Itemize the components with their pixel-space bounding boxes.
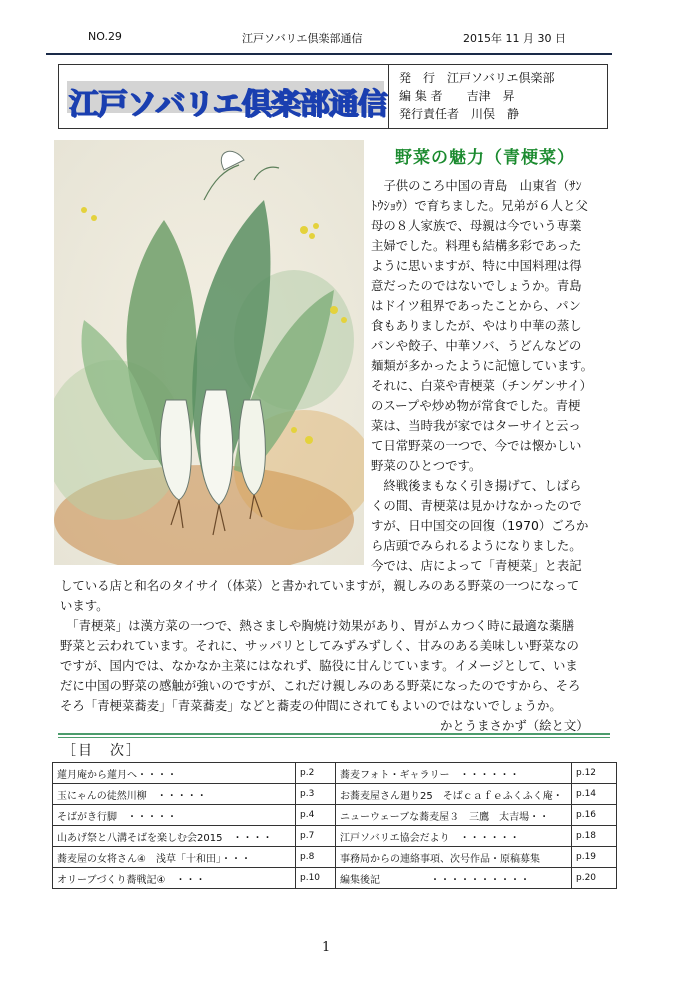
article-line: はドイツ租界であったことから、パン: [371, 298, 581, 313]
toc-row: [53, 805, 617, 826]
article-line: 野菜と云われています。それに、サッパリとしてみずみずしく、甘みのある美味しい野菜なの: [60, 638, 579, 653]
toc-entry[interactable]: 山あげ祭と八溝そばを楽しむ会2015 ・・・・: [53, 826, 296, 847]
article-line: います。: [60, 598, 109, 613]
article-line: 菜は、当時我が家ではターサイと云っ: [371, 418, 581, 433]
toc-entry[interactable]: そばがき行脚 ・・・・・: [53, 805, 296, 826]
toc-entry[interactable]: 蓮月庵から蓮月へ・・・・: [53, 763, 296, 784]
toc-row: [53, 847, 617, 868]
article-line: 今では、店によって「青梗菜」と表記: [371, 558, 582, 573]
article-line: それに、白菜や青梗菜（チンゲンサイ）: [371, 378, 593, 393]
toc-entry[interactable]: オリーブづくり蕎戦記④ ・・・: [53, 868, 296, 889]
article-title: 野菜の魅力（青梗菜）: [395, 148, 575, 168]
toc-rule: [58, 733, 610, 735]
article-line: 食もありましたが、やはり中華の蒸し: [371, 318, 582, 333]
article-line: だに中国の野菜の感触が強いのですが、これだけ親しみのある野菜になったのですから、そろ: [60, 678, 581, 693]
toc-row: [53, 784, 617, 805]
publisher-line: 発 行 江戸ソバリエ倶楽部: [399, 71, 555, 85]
article-line: 主婦でした。料理も結構多彩であった: [371, 238, 582, 253]
toc-page: p.16: [572, 805, 617, 826]
toc-page: p.2: [296, 763, 336, 784]
article-line: ですが、国内では、なかなか主菜にはなれず、脇役に甘んじています。イメージとして、いま: [60, 658, 578, 673]
toc-entry[interactable]: 蕎麦屋の女将さん④ 浅草「十和田」・・・: [53, 847, 296, 868]
article-line: て日常野菜の一つで、今では懐かしい: [371, 438, 582, 453]
article-line: のスープや炒め物が常食でした。青梗: [371, 398, 581, 413]
issue-number: NO.29: [88, 30, 122, 43]
article-line: 野菜のひとつです。: [371, 458, 482, 473]
masthead: [58, 64, 608, 129]
page-number: 1: [322, 940, 331, 955]
article-line: ように思いますが、特に中国料理は得: [371, 258, 582, 273]
toc-page: p.19: [572, 847, 617, 868]
article-line: 母の８人家族で、母親は今でいう専業: [371, 218, 582, 233]
responsible-line: 発行責任者 川俣 静: [399, 107, 520, 121]
article-line: そろ「青梗菜蕎麦」「青菜蕎麦」などと蕎麦の仲間にされてもよいのではないでしょうか。: [60, 698, 562, 713]
article-line: している店と和名のタイサイ（体菜）と書かれていますが，親しみのある野菜の一つになって: [60, 578, 580, 593]
newsletter-name: 江戸ソバリエ倶楽部通信: [242, 32, 363, 45]
toc-page: p.20: [572, 868, 617, 889]
article-line: 麺類が多かったように記憶しています。: [371, 358, 594, 373]
toc-entry[interactable]: 編集後記 ・・・・・・・・・・: [336, 868, 572, 889]
toc-page: p.18: [572, 826, 617, 847]
article-line: 「青梗菜」は漢方菜の一つで、熱さましや胸焼け効果があり、胃がムカつく時に最適な薬膳: [60, 618, 574, 633]
article-line: 終戦後まもなく引き揚げて、しばら: [371, 478, 582, 493]
toc-entry[interactable]: 江戸ソバリエ協会だより ・・・・・・: [336, 826, 572, 847]
issue-date: 2015年 11 月 30 日: [463, 32, 566, 45]
logo-box: [59, 65, 389, 128]
header-rule: [46, 53, 612, 55]
toc-page: p.4: [296, 805, 336, 826]
toc-title: ［目 次］: [62, 743, 142, 759]
toc-table: [52, 762, 617, 889]
article-line: くの間、青梗菜は見かけなかったので: [371, 498, 582, 513]
editor-line: 編 集 者 吉津 昇: [399, 89, 515, 103]
toc-entry[interactable]: お蕎麦屋さん廻り25 そばｃａｆｅふくふく庵・: [336, 784, 572, 805]
toc-page: p.3: [296, 784, 336, 805]
toc-page: p.10: [296, 868, 336, 889]
article-line: すが、日中国交の回復（1970）ごろか: [371, 518, 589, 533]
article-line: ﾄｳｼｮｳ）で育ちました。兄弟が６人と父: [371, 198, 588, 213]
article-line: パンや餃子、中華ソバ、うどんなどの: [371, 338, 582, 353]
toc-entry[interactable]: ニューウェーブな蕎麦屋３ 三鷹 太吉場・・: [336, 805, 572, 826]
toc-page: p.7: [296, 826, 336, 847]
toc-entry[interactable]: 事務局からの連絡事項、次号作品・原稿募集: [336, 847, 572, 868]
toc-entry[interactable]: 蕎麦フォト・ギャラリー ・・・・・・: [336, 763, 572, 784]
toc-entry[interactable]: 玉にゃんの徒然川柳 ・・・・・: [53, 784, 296, 805]
article-line: 子供のころ中国の青島 山東省（ｻﾝ: [371, 178, 582, 193]
toc-row: [53, 763, 617, 784]
toc-row: [53, 826, 617, 847]
bok-choy-illustration: [54, 140, 364, 565]
toc-page: p.14: [572, 784, 617, 805]
article-line: ら店頭でみられるようになりました。: [371, 538, 582, 553]
toc-page: p.12: [572, 763, 617, 784]
article-byline: かとうまさかず（絵と文）: [440, 718, 589, 733]
toc-page: p.8: [296, 847, 336, 868]
article-line: 意だったのではないでしょうか。青島: [371, 278, 582, 293]
toc-row: [53, 868, 617, 889]
toc-rule-thin: [58, 737, 610, 738]
newsletter-logo: 江戸ソバリエ倶楽部通信: [69, 87, 387, 122]
